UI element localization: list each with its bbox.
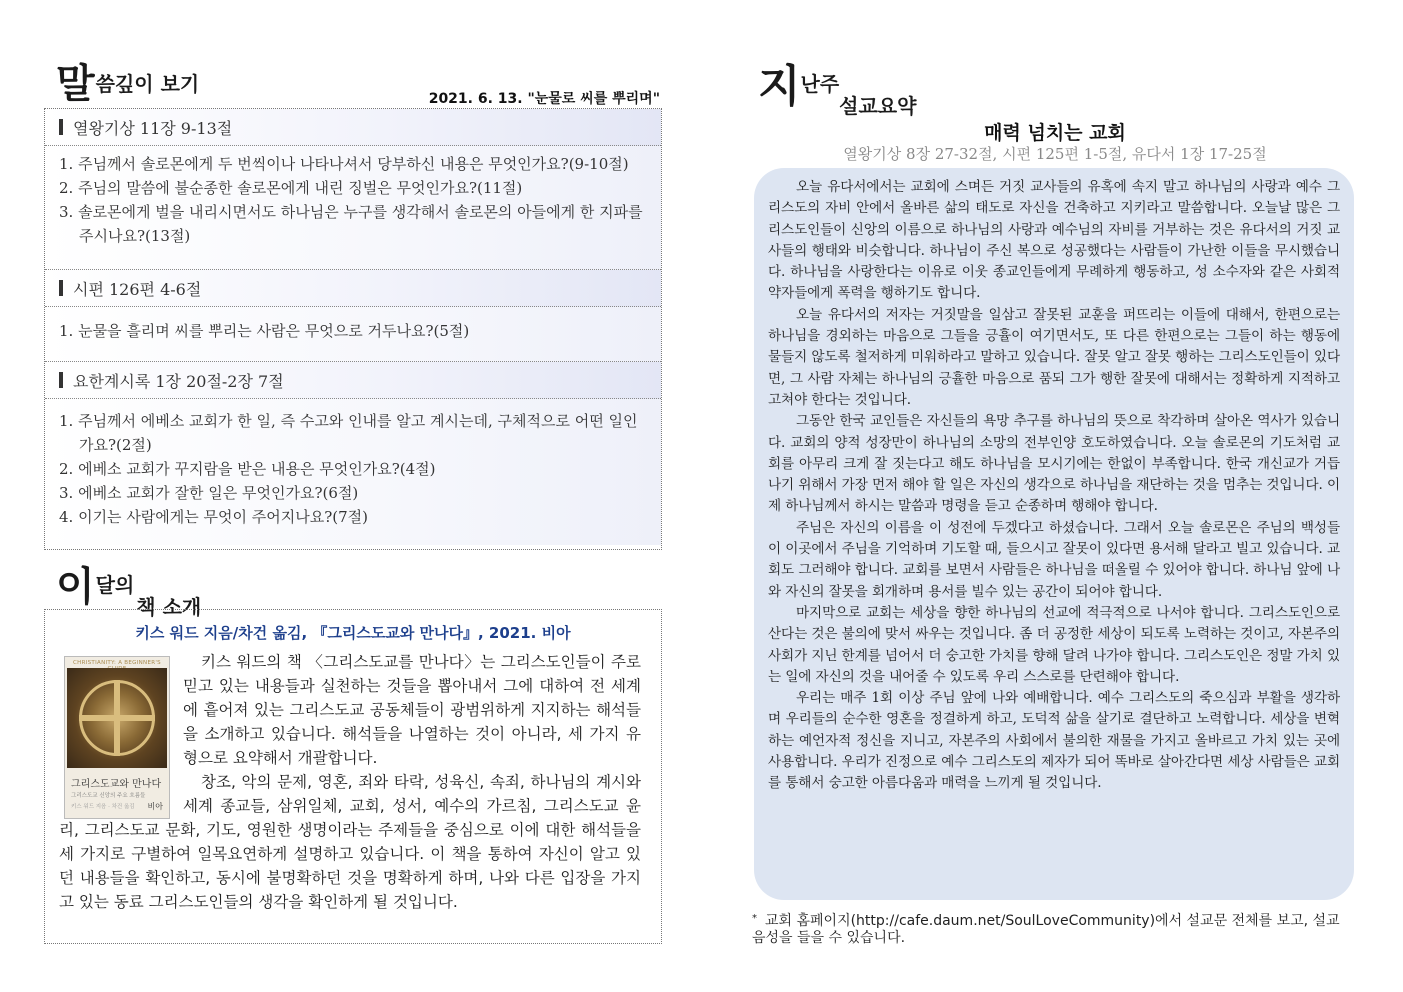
question-group-heading: [45, 109, 661, 146]
question-group-heading: [45, 362, 661, 399]
section-title-big: 말: [56, 61, 94, 107]
book-paragraph: 창조, 악의 문제, 영혼, 죄와 타락, 성육신, 속죄, 하나님의 계시와 세계 종교들, 삼위일체, 교회, 성서, 예수의 가르침, 그리스도교 윤리, 그리스도교 문화, 기도, 영원한 생명이라는 주제들을 중심으로 이에 대한 해석들을 세 가지로 구별하여 일목요연하게 설명하고 있습니다. 이 책을 통하여 자신이 알고 있던 내용들을 확인하고, 동시에 불명확하던 것을 명확하게 하며, 나와 다른 입장을 가지고 있는 동료 그리스도인들의 생각을 확인하게 될 것입니다.: [59, 773, 641, 911]
question-item: 3. 에베소 교회가 잘한 일은 무엇인가요?(6절): [59, 484, 359, 502]
book-heading: 키스 워드 지음/차건 옮김, 『그리스도교와 만나다』, 2021. 비아: [135, 624, 571, 642]
heading-bar: [59, 280, 63, 296]
date-line: 2021. 6. 13. "눈물로 씨를 뿌리며": [428, 91, 660, 107]
cover-top-text: CHRISTIANITY: A BEGINNER'S: [73, 660, 161, 666]
section-title-book: [56, 555, 202, 619]
question-item: 2. 주님의 말씀에 불순종한 솔로몬에게 내린 징벌은 무엇인가요?(11절): [59, 179, 523, 197]
sermon-title: 매력 넘치는 교회: [984, 122, 1126, 144]
question-item: 4. 이기는 사람에게는 무엇이 주어지나요?(7절): [59, 508, 369, 526]
section-title-small: 난주: [800, 72, 840, 96]
book-box: [44, 609, 662, 944]
sermon-paragraph: 마지막으로 교회는 세상을 향한 하나님의 선교에 적극적으로 나서야 합니다. 그리스도인으로 산다는 것은 불의에 맞서 싸우는 것입니다. 좀 더 공정한 세상이 되도록 노력하는 것이고, 자본주의 사회가 지닌 한계를 넘어서 더 숭고한 가치를 향해 달려 나가야 합니다. 그리스도인은 정말 가치 있는 일에 자신의 것을 내어줄 수 있도록 우리 스스로를 단련해야 합니다.: [768, 604, 1340, 685]
sermon-paragraph: 오늘 유다서에서는 교회에 스며든 거짓 교사들의 유혹에 속지 말고 하나님의 사랑과 예수 그리스도의 자비 안에서 올바른 삶의 태도로 자신을 건축하고 지키라고 말씀합니다. 오늘날 많은 그리스도인들이 신앙의 이름으로 하나님의 사랑과 예수님의 자비를 거부하는 것은 유다서의 거짓 교사들의 행태와 비슷합니다. 하나님이 주신 복으로 성공했다는 사람들이 가난한 이들을 무시했습니다. 하나님을 사랑한다는 이유로 이웃 종교인들에게 무례하게 행동하고, 성 소수자와 같은 사회적 약자들에게 폭력을 행하기도 합니다.: [768, 179, 1340, 302]
sermon-scripture-reference: 열왕기상 8장 27-32절, 시편 125편 1-5절, 유다서 1장 17-25절: [843, 145, 1267, 163]
heading-bar: [59, 119, 63, 135]
question-box: [44, 108, 662, 550]
question-item: 2. 에베소 교회가 꾸지람을 받은 내용은 무엇인가요?(4절): [59, 460, 436, 478]
book-paragraph: 키스 워드의 책 〈그리스도교를 만나다〉는 그리스도인들이 주로 믿고 있는 내용들과 실천하는 것들을 뽑아내서 그에 대하여 전 세계에 흩어져 있는 그리스도교 공동체들이 광범위하게 지지하는 해석들을 소개하고 있습니다. 해석들을 나열하는 것이 아니라, 세 가지 유형으로 요약해서 개괄합니다.: [183, 653, 641, 767]
heading-text: 시편 126편 4-6절: [73, 279, 202, 299]
book-description: [59, 650, 641, 914]
question-group-body: [45, 307, 661, 362]
cover-title: 그리스도교와 만나다: [71, 779, 162, 790]
question-item: 3. 솔로몬에게 벌을 내리시면서도 하나님은 누구를 생각해서 솔로몬의 아들에게 한 지파를 주시나요?(13절): [59, 203, 643, 245]
section-title-small: 씀깊이 보기: [95, 72, 200, 96]
footnote: [752, 910, 1352, 947]
sermon-summary-box: [754, 168, 1354, 900]
section-title-small: 달의: [95, 573, 135, 597]
cover-spacer: [59, 650, 183, 818]
question-group-heading: [45, 270, 661, 307]
sermon-paragraph: 우리는 매주 1회 이상 주님 앞에 나와 예배합니다. 예수 그리스도의 죽으심과 부활을 생각하며 우리들의 순수한 영혼을 정결하게 하고, 도덕적 삶을 살기로 결단하고 노력합니다. 세상을 변혁하는 예언자적 정신을 지니고, 자본주의 사회에서 불의한 재물을 가지고 올바르고 가치 있는 곳에 사용합니다. 우리가 진정으로 예수 그리스도의 제자가 되어 똑바로 살아간다면 세상 사람들은 교회를 통해서 숭고한 아름다움과 매력을 느끼게 될 것입니다.: [768, 690, 1340, 792]
section-title-word-study: [56, 52, 199, 109]
question-item: 1. 눈물을 흘리며 씨를 뿌리는 사람은 무엇으로 거두나요?(5절): [59, 322, 470, 340]
question-item: 1. 주님께서 에베소 교회가 한 일, 즉 수고와 인내를 알고 계시는데, 구체적으로 어떤 일인가요?(2절): [59, 412, 638, 454]
section-title-small: 책 소개: [136, 595, 202, 619]
publisher-logo: 비아: [147, 802, 163, 811]
section-title-big: 지: [758, 61, 800, 112]
section-title-small: 설교요약: [839, 94, 917, 118]
question-group-body: [45, 146, 661, 270]
question-item: 1. 주님께서 솔로몬에게 두 번씩이나 나타나셔서 당부하신 내용은 무엇인가요?(9-10절): [59, 155, 629, 173]
section-title-sermon: [758, 50, 917, 118]
heading-text: 요한계시록 1장 20절-2장 7절: [73, 371, 284, 391]
section-title-big: 이: [56, 564, 94, 610]
sermon-paragraph: 그동안 한국 교인들은 자신들의 욕망 추구를 하나님의 뜻으로 착각하며 살아온 역사가 있습니다. 교회의 양적 성장만이 하나님의 소망의 전부인양 호도하였습니다. 오늘 솔로몬의 기도처럼 교회를 아무리 크게 잘 짓는다고 해도 하나님을 모시기에는 한없이 부족합니다. 한국 개신교가 거듭나기 위해서 가장 먼저 해야 할 일은 자신의 생각으로 하나님을 재단하는 것을 멈추는 것입니다. 이제 하나님께서 하시는 말씀과 명령을 듣고 순종하며 행해야 합니다.: [768, 413, 1340, 515]
footnote-star: *: [752, 913, 757, 924]
sermon-paragraph: 오늘 유다서의 저자는 거짓말을 일삼고 잘못된 교훈을 퍼뜨리는 이들에 대해서, 한편으로는 하나님을 경외하는 마음으로 그들을 긍휼이 여기면서도, 또 다른 한편으로는 그들이 하는 행동에 물들지 않도록 철저하게 미워하라고 말하고 있습니다. 잘못 알고 잘못 행하는 그리스도인들이 있다면, 그 사람 자체는 하나님의 긍휼한 마음으로 품되 그가 행한 잘못에 대해서는 정확하게 지적하고 고쳐야 한다는 것입니다.: [768, 306, 1340, 408]
heading-text: 열왕기상 11장 9-13절: [73, 118, 233, 138]
question-group-body: [45, 399, 661, 545]
heading-bar: [59, 372, 63, 388]
cover-subtitle: 그리스도교 신앙의 주요 흐름들: [71, 793, 146, 799]
cover-author: 키스 워드 지음 · 차건 옮김: [71, 804, 135, 810]
sermon-paragraph: 주님은 자신의 이름을 이 성전에 두겠다고 하셨습니다. 그래서 오늘 솔로몬은 주님의 백성들이 이곳에서 주님을 기억하며 기도할 때, 들으시고 잘못이 있다면 용서해 달라고 빌고 있습니다. 교회도 그러해야 합니다. 교회를 보면서 사람들은 하나님을 떠올릴 수 있어야 합니다. 하나님 앞에 나와 자신의 잘못을 회개하며 용서를 빌수 있는 공간이 되어야 합니다.: [768, 519, 1340, 600]
footnote-text: 교회 홈페이지(http://cafe.daum.net/SoulLoveCommunity)에서 설교문 전체를 보고, 설교 음성을 들을 수 있습니다.: [752, 913, 1340, 946]
